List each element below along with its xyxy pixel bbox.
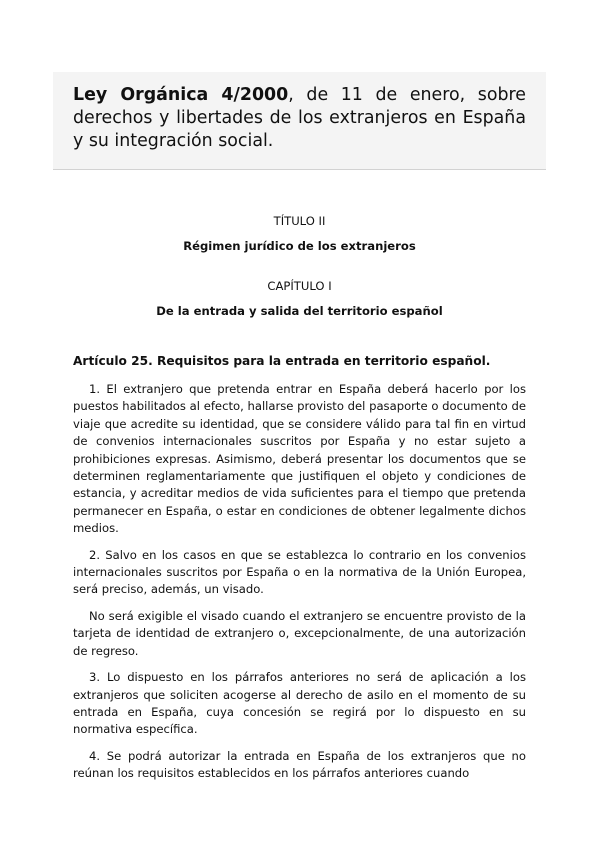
article-paragraph: 2. Salvo en los casos en que se establezca lo contrario en los convenios internacionales suscritos por España o en la normativa de la Unión Europea, será preciso, además, un visado. <box>73 547 526 597</box>
titulo-label: TÍTULO II <box>273 214 326 228</box>
titulo-subtitle: Régimen jurídico de los extranjeros <box>183 239 416 253</box>
law-name: Ley Orgánica 4/2000 <box>73 85 289 105</box>
law-header <box>53 72 546 170</box>
article-paragraph: 1. El extranjero que pretenda entrar en España deberá hacerlo por los puestos habilitados al efecto, hallarse provisto del pasaporte o documento de viaje que acredite su identidad, que se considere válido para tal fin en virtud de convenios internacionales suscritos por España y no estar sujeto a prohibiciones expresas. Asimismo, deberá presentar los documentos que se determinen reglamentariamente que justifiquen el objeto y condiciones de estancia, y acreditar medios de vida suficientes para el tiempo que pretenda permanecer en España, o estar en condiciones de obtener legalmente dichos medios. <box>73 382 526 536</box>
law-title-rest: , de 11 de enero, sobre derechos y libertades de los extranjeros en España y su integración social. <box>73 85 526 151</box>
capitulo-subtitle: De la entrada y salida del territorio español <box>156 304 443 318</box>
article-paragraph: 4. Se podrá autorizar la entrada en España de los extranjeros que no reúnan los requisitos establecidos en los párrafos anteriores cuando <box>73 748 526 781</box>
capitulo-label: CAPÍTULO I <box>267 279 332 293</box>
law-title <box>73 84 526 153</box>
article-paragraph: No será exigible el visado cuando el extranjero se encuentre provisto de la tarjeta de identidad de extranjero o, excepcionalmente, de una autorización de regreso. <box>73 608 526 658</box>
article-title: Artículo 25. Requisitos para la entrada en territorio español. <box>73 354 491 368</box>
article-body <box>73 381 526 790</box>
article-paragraph: 3. Lo dispuesto en los párrafos anteriores no será de aplicación a los extranjeros que soliciten acogerse al derecho de asilo en el momento de su entrada en España, cuya concesión se regirá por lo dispuesto en su normativa específica. <box>73 670 526 737</box>
